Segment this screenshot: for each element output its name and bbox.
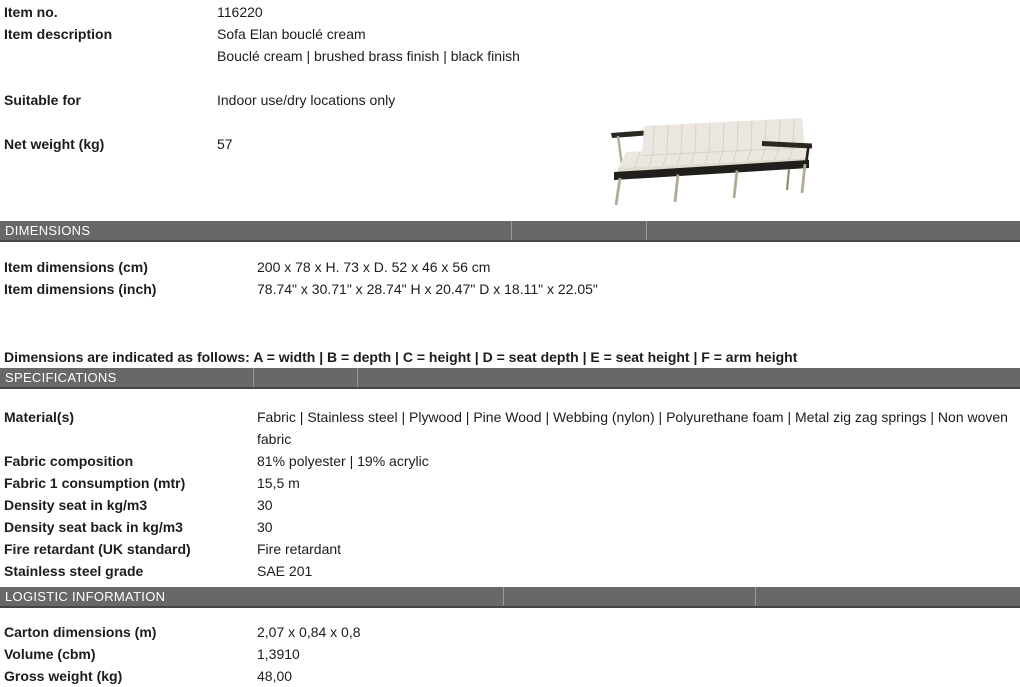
net-weight-value: 57 bbox=[217, 136, 233, 152]
specifications-section bbox=[0, 406, 1020, 582]
density-seat-back-row bbox=[0, 516, 1020, 538]
fabric-composition-label: Fabric composition bbox=[4, 453, 134, 469]
fabric-consumption-value: 15,5 m bbox=[257, 475, 300, 491]
gross-weight-label: Gross weight (kg) bbox=[4, 668, 123, 684]
item-finish-row bbox=[0, 45, 1020, 67]
column-divider bbox=[755, 587, 756, 606]
spacer bbox=[0, 67, 1020, 89]
specifications-header-label: SPECIFICATIONS bbox=[5, 370, 117, 385]
dimensions-legend-note: Dimensions are indicated as follows: A = width | B = depth | C = height | D = seat depth | E = seat height | F = arm height bbox=[4, 349, 798, 365]
volume-label: Volume (cbm) bbox=[4, 646, 96, 662]
column-divider bbox=[357, 368, 358, 387]
fabric-consumption-row bbox=[0, 472, 1020, 494]
dimensions-section bbox=[0, 256, 1020, 300]
dimensions-section-header bbox=[0, 221, 1020, 242]
sofa-illustration bbox=[606, 112, 816, 208]
materials-value: Fabric | Stainless steel | Plywood | Pine Wood | Webbing (nylon) | Polyurethane foam | Metal zig zag springs | Non woven fabric bbox=[257, 409, 1008, 447]
carton-dimensions-label: Carton dimensions (m) bbox=[4, 624, 157, 640]
item-dimensions-inch-label: Item dimensions (inch) bbox=[4, 281, 157, 297]
volume-row bbox=[0, 643, 1020, 665]
fabric-composition-value: 81% polyester | 19% acrylic bbox=[257, 453, 429, 469]
sofa-rear-leg bbox=[787, 169, 789, 190]
item-dimensions-cm-value: 200 x 78 x H. 73 x D. 52 x 46 x 56 cm bbox=[257, 259, 491, 275]
item-description-label: Item description bbox=[4, 26, 113, 42]
item-no-value: 116220 bbox=[217, 4, 263, 20]
item-description-row bbox=[0, 23, 1020, 45]
suitable-for-row bbox=[0, 89, 1020, 111]
dimensions-header-label: DIMENSIONS bbox=[5, 223, 91, 238]
fire-retardant-value: Fire retardant bbox=[257, 541, 342, 557]
net-weight-row bbox=[0, 133, 1020, 155]
suitable-for-value: Indoor use/dry locations only bbox=[217, 92, 396, 108]
density-seat-back-label: Density seat back in kg/m3 bbox=[4, 519, 183, 535]
carton-dimensions-value: 2,07 x 0,84 x 0,8 bbox=[257, 624, 361, 640]
density-seat-label: Density seat in kg/m3 bbox=[4, 497, 148, 513]
column-divider bbox=[646, 221, 647, 240]
item-no-label: Item no. bbox=[4, 4, 58, 20]
logistics-header-label: LOGISTIC INFORMATION bbox=[5, 589, 166, 604]
item-dimensions-inch-value: 78.74" x 30.71" x 28.74" H x 20.47" D x 18.11" x 22.05" bbox=[257, 281, 598, 297]
item-finish-label-empty bbox=[0, 45, 217, 67]
item-dimensions-cm-label: Item dimensions (cm) bbox=[4, 259, 148, 275]
specifications-section-header bbox=[0, 368, 1020, 389]
item-no-row bbox=[0, 1, 1020, 23]
general-info-section bbox=[0, 1, 1020, 155]
item-description-value: Sofa Elan bouclé cream bbox=[217, 26, 366, 42]
materials-row bbox=[0, 406, 1020, 450]
fire-retardant-row bbox=[0, 538, 1020, 560]
carton-dimensions-row bbox=[0, 621, 1020, 643]
fabric-consumption-label: Fabric 1 consumption (mtr) bbox=[4, 475, 186, 491]
column-divider bbox=[511, 221, 512, 240]
gross-weight-value: 48,00 bbox=[257, 668, 293, 684]
item-dimensions-cm-row bbox=[0, 256, 1020, 278]
item-finish-value: Bouclé cream | brushed brass finish | black finish bbox=[217, 48, 520, 64]
logistics-section bbox=[0, 621, 1020, 687]
volume-value: 1,3910 bbox=[257, 646, 300, 662]
column-divider bbox=[503, 587, 504, 606]
density-seat-back-value: 30 bbox=[257, 519, 273, 535]
suitable-for-label: Suitable for bbox=[4, 92, 82, 108]
item-dimensions-inch-row bbox=[0, 278, 1020, 300]
spacer bbox=[0, 111, 1020, 133]
density-seat-value: 30 bbox=[257, 497, 273, 513]
density-seat-row bbox=[0, 494, 1020, 516]
fabric-composition-row bbox=[0, 450, 1020, 472]
stainless-steel-grade-label: Stainless steel grade bbox=[4, 563, 144, 579]
net-weight-label: Net weight (kg) bbox=[4, 136, 105, 152]
stainless-steel-grade-row bbox=[0, 560, 1020, 582]
sofa-product-image bbox=[606, 112, 816, 208]
fire-retardant-label: Fire retardant (UK standard) bbox=[4, 541, 191, 557]
stainless-steel-grade-value: SAE 201 bbox=[257, 563, 313, 579]
materials-label: Material(s) bbox=[4, 409, 75, 425]
logistics-section-header bbox=[0, 587, 1020, 608]
column-divider bbox=[253, 368, 254, 387]
